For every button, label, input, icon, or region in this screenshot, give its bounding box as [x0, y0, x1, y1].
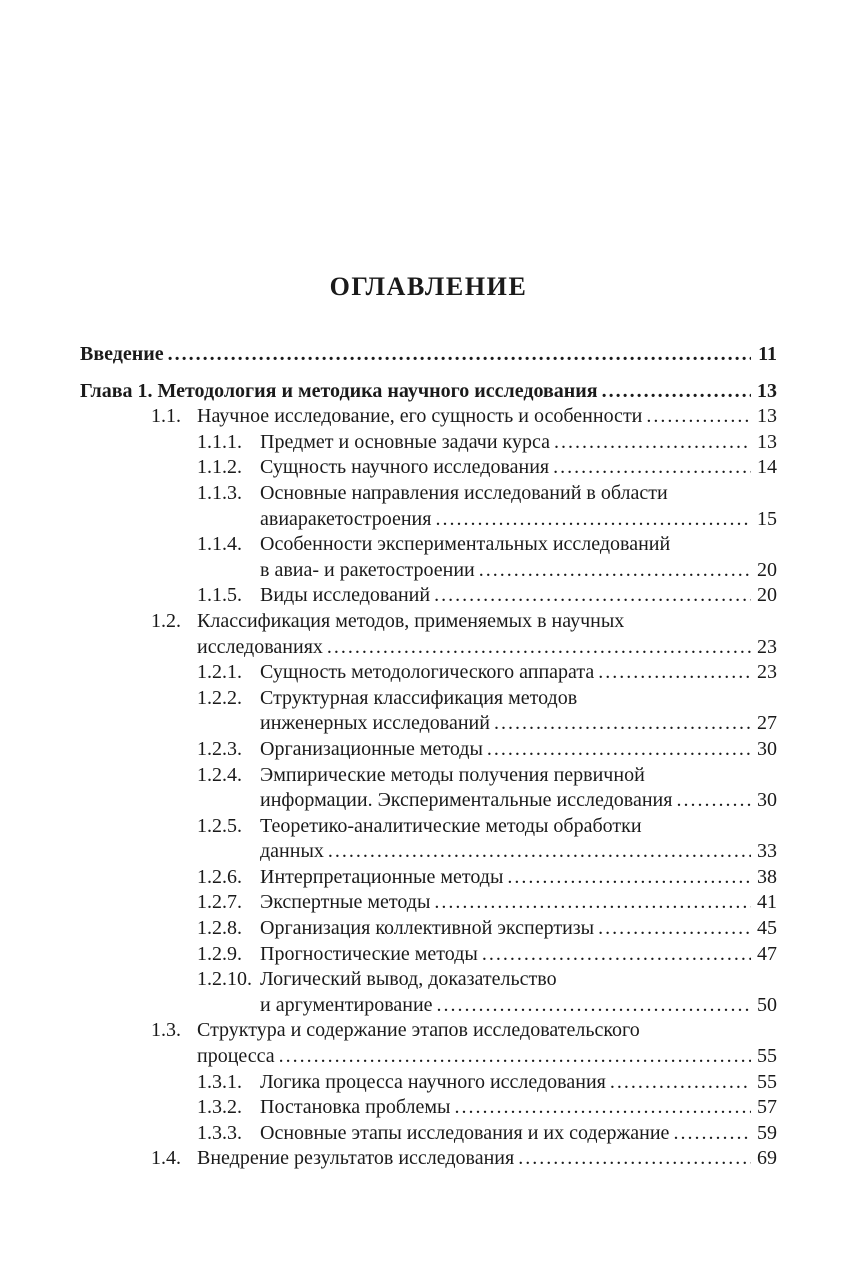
- toc-entry-number: 1.3.2.: [197, 1096, 242, 1119]
- toc-entry[interactable]: [80, 865, 777, 891]
- toc-entry-title: информации. Экспериментальные исследования: [260, 789, 673, 812]
- toc-entry[interactable]: [80, 455, 777, 481]
- toc-line: [80, 686, 777, 712]
- dot-leader: [646, 404, 751, 430]
- toc-entry-title: и аргументирование: [260, 993, 433, 1016]
- toc-line: [80, 942, 777, 968]
- toc-entry[interactable]: [80, 763, 777, 814]
- toc-page-number: 11: [758, 343, 777, 365]
- toc-entry-title: данных: [260, 840, 324, 863]
- dot-leader: [279, 1044, 751, 1070]
- toc-entry[interactable]: [80, 942, 777, 968]
- toc-entry[interactable]: [80, 1018, 777, 1069]
- toc-entry-number: 1.2.2.: [197, 686, 242, 709]
- toc-entry-number: 1.1.2.: [197, 456, 242, 479]
- toc-page-number: 33: [757, 840, 777, 863]
- table-of-contents: [80, 342, 777, 1172]
- toc-line: [80, 660, 777, 686]
- dot-leader: [328, 839, 751, 865]
- dot-leader: [598, 660, 751, 686]
- toc-entry-number: 1.4.: [151, 1147, 181, 1170]
- toc-entry-title: Прогностические методы: [260, 942, 478, 965]
- toc-entry-title: процесса: [197, 1045, 275, 1068]
- toc-line: [80, 967, 777, 993]
- toc-page-number: 23: [757, 635, 777, 658]
- toc-entry[interactable]: [80, 660, 777, 686]
- toc-entry-number: 1.3.3.: [197, 1121, 242, 1144]
- toc-entry[interactable]: [80, 737, 777, 763]
- toc-line: [80, 583, 777, 609]
- toc-line: [80, 865, 777, 891]
- toc-entry-number: 1.2.4.: [197, 763, 242, 786]
- dot-leader: [602, 379, 751, 405]
- toc-line: [80, 379, 777, 405]
- toc-entry[interactable]: [80, 916, 777, 942]
- toc-line: [80, 1018, 777, 1044]
- toc-entry[interactable]: [80, 532, 777, 583]
- toc-page-number: 41: [757, 891, 777, 914]
- dot-leader: [327, 635, 751, 661]
- toc-entry-title: Виды исследований: [260, 584, 431, 607]
- toc-entry-title: авиаракетостроения: [260, 507, 432, 530]
- toc-line: [80, 839, 777, 865]
- toc-entry[interactable]: [80, 583, 777, 609]
- page-title: ОГЛАВЛЕНИЕ: [329, 272, 528, 301]
- toc-line: [80, 1146, 777, 1172]
- toc-line: [80, 481, 777, 507]
- dot-leader: [673, 1121, 751, 1147]
- toc-page-number: 13: [757, 379, 777, 402]
- toc-line: [80, 507, 777, 533]
- dot-leader: [437, 993, 751, 1019]
- toc-entry[interactable]: [80, 481, 777, 532]
- toc-line: [80, 1070, 777, 1096]
- toc-entry-title: Теоретико-аналитические методы обработки: [260, 814, 642, 837]
- toc-entry[interactable]: [80, 1121, 777, 1147]
- toc-entry-title: Структурная классификация методов: [260, 686, 578, 709]
- toc-entry-title: Логика процесса научного исследования: [260, 1070, 606, 1093]
- dot-leader: [553, 455, 751, 481]
- toc-page-number: 59: [757, 1121, 777, 1144]
- toc-line: [80, 814, 777, 840]
- toc-line: [80, 558, 777, 584]
- toc-entry[interactable]: [80, 379, 777, 405]
- toc-line: [80, 1095, 777, 1121]
- toc-entry[interactable]: [80, 1146, 777, 1172]
- dot-leader: [454, 1095, 751, 1121]
- toc-entry[interactable]: [80, 430, 777, 456]
- toc-entry-title: Сущность научного исследования: [260, 456, 550, 479]
- toc-entry-number: 1.2.9.: [197, 942, 242, 965]
- toc-line: [80, 455, 777, 481]
- toc-entry-title: в авиа- и ракетостроении: [260, 558, 475, 581]
- toc-line: [80, 788, 777, 814]
- dot-leader: [434, 890, 751, 916]
- toc-entry[interactable]: [80, 1095, 777, 1121]
- toc-entry-title: Основные этапы исследования и их содержание: [260, 1121, 670, 1144]
- toc-entry-number: 1.2.6.: [197, 865, 242, 888]
- toc-entry-title: Предмет и основные задачи курса: [260, 430, 550, 453]
- toc-page-number: 27: [757, 712, 777, 735]
- dot-leader: [434, 583, 751, 609]
- toc-entry-number: 1.1.4.: [197, 533, 242, 556]
- toc-line: [80, 916, 777, 942]
- toc-page-number: 45: [757, 917, 777, 940]
- toc-entry-number: 1.1.1.: [197, 430, 242, 453]
- toc-page-number: 55: [757, 1045, 777, 1068]
- dot-leader: [507, 865, 751, 891]
- dot-leader: [168, 342, 751, 368]
- toc-page-number: 50: [757, 993, 777, 1016]
- toc-entry-title: Введение: [80, 343, 164, 365]
- toc-entry-title: Логический вывод, доказательство: [260, 968, 557, 991]
- toc-page-number: 20: [757, 584, 777, 607]
- dot-leader: [487, 737, 751, 763]
- toc-line: [80, 430, 777, 456]
- toc-entry-number: 1.2.: [151, 609, 181, 632]
- toc-entry[interactable]: [80, 967, 777, 1018]
- toc-entry-title: Организация коллективной экспертизы: [260, 917, 595, 940]
- toc-entry-title: Глава 1. Методология и методика научного исследования: [80, 379, 598, 402]
- toc-page-number: 30: [757, 737, 777, 760]
- dot-leader: [479, 558, 751, 584]
- toc-line: [80, 993, 777, 1019]
- toc-line: [80, 890, 777, 916]
- toc-page-number: 69: [757, 1147, 777, 1170]
- toc-page-number: 38: [757, 865, 777, 888]
- toc-entry-title: Сущность методологического аппарата: [260, 661, 595, 684]
- toc-page-number: 20: [757, 558, 777, 581]
- toc-entry[interactable]: [80, 404, 777, 430]
- toc-line: [80, 711, 777, 737]
- toc-entry-title: Организационные методы: [260, 737, 483, 760]
- toc-line: [80, 1044, 777, 1070]
- dot-leader: [676, 788, 751, 814]
- toc-page-number: 30: [757, 789, 777, 812]
- toc-entry[interactable]: [80, 890, 777, 916]
- toc-entry-title: Постановка проблемы: [260, 1096, 451, 1119]
- toc-line: [80, 404, 777, 430]
- toc-page-number: 13: [757, 405, 777, 428]
- toc-entry-number: 1.3.1.: [197, 1070, 242, 1093]
- toc-entry-title: инженерных исследований: [260, 712, 490, 735]
- toc-entry-number: 1.2.8.: [197, 917, 242, 940]
- dot-leader: [554, 430, 751, 456]
- toc-entry-number: 1.3.: [151, 1019, 181, 1042]
- toc-entry[interactable]: [80, 342, 777, 368]
- toc-entry-number: 1.2.3.: [197, 737, 242, 760]
- toc-entry-number: 1.1.3.: [197, 481, 242, 504]
- toc-page-number: 14: [757, 456, 777, 479]
- toc-entry[interactable]: [80, 609, 777, 660]
- toc-page-number: 55: [757, 1070, 777, 1093]
- dot-leader: [482, 942, 751, 968]
- toc-entry-number: 1.2.5.: [197, 814, 242, 837]
- toc-line: [80, 763, 777, 789]
- toc-line: [80, 737, 777, 763]
- toc-entry[interactable]: [80, 814, 777, 865]
- toc-line: [80, 635, 777, 661]
- dot-leader: [494, 711, 751, 737]
- toc-line: [80, 342, 777, 368]
- toc-entry-title: Интерпретационные методы: [260, 865, 504, 888]
- toc-entry-title: Внедрение результатов исследования: [197, 1147, 515, 1170]
- toc-line: [80, 609, 777, 635]
- toc-entry-title: Особенности экспериментальных исследований: [260, 533, 671, 556]
- toc-entry[interactable]: [80, 686, 777, 737]
- toc-page-number: 15: [757, 507, 777, 530]
- toc-entry-number: 1.1.: [151, 405, 181, 428]
- dot-leader: [435, 507, 751, 533]
- toc-entry-title: исследованиях: [197, 635, 323, 658]
- toc-entry-title: Научное исследование, его сущность и особенности: [197, 405, 643, 428]
- toc-entry-number: 1.1.5.: [197, 584, 242, 607]
- toc-page-number: 47: [757, 942, 777, 965]
- dot-leader: [610, 1070, 751, 1096]
- toc-line: [80, 532, 777, 558]
- toc-page-number: 13: [757, 430, 777, 453]
- toc-entry-title: Эмпирические методы получения первичной: [260, 763, 645, 786]
- toc-entry-title: Основные направления исследований в области: [260, 481, 668, 504]
- toc-page-number: 23: [757, 661, 777, 684]
- dot-leader: [518, 1146, 751, 1172]
- toc-entry-number: 1.2.10.: [197, 968, 252, 991]
- dot-leader: [598, 916, 751, 942]
- toc-entry-title: Классификация методов, применяемых в научных: [197, 609, 625, 632]
- toc-entry-title: Экспертные методы: [260, 891, 431, 914]
- toc-entry-number: 1.2.1.: [197, 661, 242, 684]
- toc-entry[interactable]: [80, 1070, 777, 1096]
- toc-line: [80, 1121, 777, 1147]
- toc-entry-number: 1.2.7.: [197, 891, 242, 914]
- toc-entry-title: Структура и содержание этапов исследовательского: [197, 1019, 640, 1042]
- toc-page-number: 57: [757, 1096, 777, 1119]
